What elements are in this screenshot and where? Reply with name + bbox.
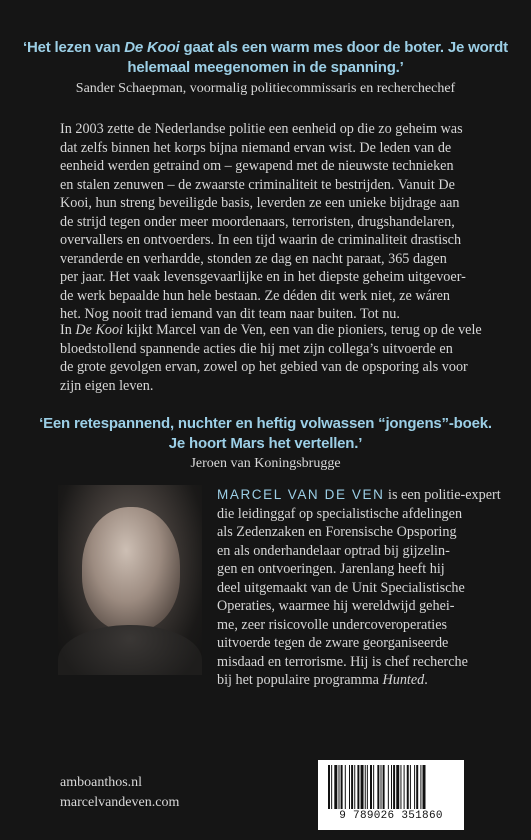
synopsis-paragraph-1 [60,120,480,324]
tv-programme-title: Hunted [382,672,425,688]
link-amboanthos[interactable]: amboanthos.nl [60,775,143,790]
paragraph-line: dat zelfs binnen het korps bijna niemand ervan wist. De leden van de [60,139,452,156]
paragraph-line: en stalen zenuwen – de zwaarste criminaliteit te bestrijden. Vanuit De [60,176,455,193]
paragraph-line: veranderde en verhardde, stonden ze dag en nacht paraat, 365 dagen [60,250,447,267]
author-bio [217,486,501,690]
bio-line: Operaties, waarmee hij wereldwijd gehei- [217,598,455,614]
bio-line: die leidinggaf op specialistische afdelingen [217,505,463,522]
quote-middle-line-1: ‘Een retespannend, nuchter en heftig volwassen “jongens”-boek. [39,415,492,432]
paragraph-line: zijn eigen leven. [60,377,154,394]
bio-line: MARCEL VAN DE VEN is een politie-expert [217,487,501,503]
paragraph-line: eenheid werden getraind om – gewapend met de nieuwste technieken [60,158,454,174]
quote-top-line-2: helemaal meegenomen in de spanning.’ [127,59,404,76]
paragraph-line: de werk bepaalde hun hele bestaan. Ze déden dit werk niet, ze wáren [60,287,450,304]
bio-line: misdaad en terrorisme. Hij is chef recherche [217,653,468,670]
paragraph-line: per jaar. Het vaak levensgevaarlijke en in het diepste geheim uitgevoer- [60,269,466,285]
isbn-digits: 9 789026 351860 [339,810,443,822]
quote-middle [0,414,531,454]
quote-middle-attribution: Jeroen van Koningsbrugge [190,456,341,471]
paragraph-line: de grote gevolgen ervan, zowel op het gebied van de opsporing als voor [60,359,468,375]
bio-line: bij het populaire programma Hunted. [217,672,428,688]
synopsis-paragraph-2 [60,321,480,395]
barcode-bars [328,765,454,811]
bio-line: en als onderhandelaar optrad bij gijzelin- [217,542,450,559]
quote-middle-line-2: Je hoort Mars het vertellen.’ [168,435,363,452]
bio-line: als Zedenzaken en Forensische Opsporing [217,524,457,540]
link-marcelvandeven[interactable]: marcelvandeven.com [60,795,180,810]
author-photo [58,485,202,675]
paragraph-line: In 2003 zette de Nederlandse politie een eenheid op die zo geheim was [60,121,463,137]
author-photo-shoulders [58,625,202,675]
paragraph-line: In De Kooi kijkt Marcel van de Ven, een van die pioniers, terug op de vele [60,322,482,338]
book-title: De Kooi [124,39,180,56]
quote-top-attribution: Sander Schaepman, voormalig politiecommissaris en recherchechef [75,81,456,96]
author-name: MARCEL VAN DE VEN [217,487,385,502]
bio-line: gen en ontvoeringen. Jarenlang heeft hij [217,561,445,577]
website-links [60,773,179,813]
paragraph-line: overvallers en ontvoerders. In een tijd waarin de criminaliteit drastisch [60,232,462,248]
quote-top-line-1: ‘Het lezen van De Kooi gaat als een warm mes door de boter. Je wordt [23,39,508,56]
bio-line: uitvoerde tegen de zware georganiseerde [217,635,449,651]
bio-line: deel uitgemaakt van de Unit Specialistische [217,579,465,596]
paragraph-line: Kooi, hun streng beveiligde basis, leverden ze een unieke bijdrage aan [60,195,460,211]
paragraph-line: het. Nog nooit trad iemand van dit team naar buiten. Tot nu. [60,306,400,322]
book-title: De Kooi [75,322,124,338]
author-photo-head [82,507,180,631]
bio-line: me, zeer risicovolle undercoveroperaties [217,616,448,633]
quote-top [0,38,531,78]
paragraph-line: de strijd tegen onder meer moordenaars, terroristen, drugshandelaren, [60,213,455,230]
paragraph-line: bloedstollend spannende acties die hij met zijn collega’s uitvoerde en [60,340,453,357]
isbn-barcode [318,760,464,830]
